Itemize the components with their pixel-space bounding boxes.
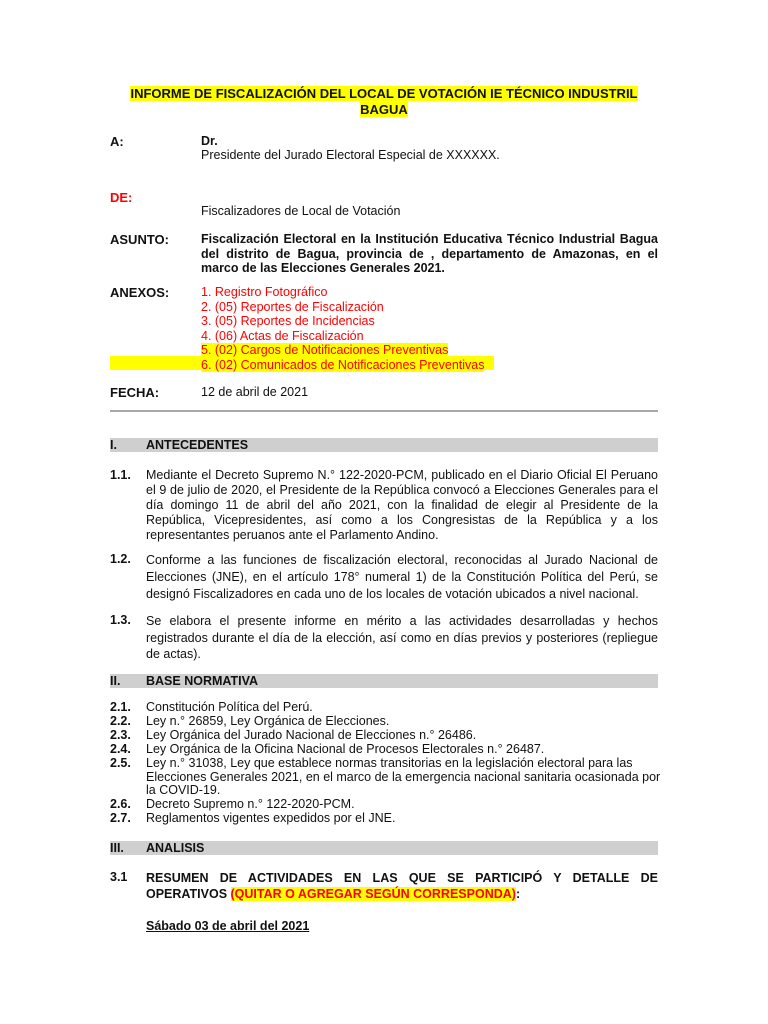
paragraph-text: Se elabora el presente informe en mérito a las actividades desarrolladas y hechos registrados durante el día de la elección, así como en días previos y posteriores (repliegue de actas). (146, 614, 658, 661)
section-title: ANALISIS (146, 841, 205, 855)
paragraph-number: 1.3. (110, 613, 131, 627)
list-item-text: Constitución Política del Perú. (146, 700, 313, 714)
list-item-number: 2.6. (110, 797, 131, 812)
list-item-number: 2.7. (110, 811, 131, 826)
section-title: ANTECEDENTES (146, 438, 249, 452)
annex-item: 3. (05) Reportes de Incidencias (201, 314, 375, 328)
list-item (110, 743, 668, 757)
list-item-number: 2.5. (110, 755, 131, 770)
list-item-text: Decreto Supremo n.° 122-2020-PCM. (146, 797, 355, 812)
to-label: A: (110, 134, 124, 149)
editor-note: (QUITAR O AGREGAR SEGÚN CORRESPONDA) (230, 887, 516, 901)
from-value: Fiscalizadores de Local de Votación (201, 204, 401, 218)
section-heading-base-normativa (110, 674, 658, 688)
subject-label: ASUNTO: (110, 232, 169, 247)
subject-value: Fiscalización Electoral en la Institución Educativa Técnico Industrial Bagua del distrito de Bagua, provincia de , departamento de Amazonas, en el marco de las Elecciones Generales 2021. (201, 232, 658, 275)
paragraph-number: 3.1 (110, 870, 128, 884)
activities-summary-text: RESUMEN DE ACTIVIDADES EN LAS QUE SE PARTICIPÓ Y DETALLE DE OPERATIVOS (146, 871, 658, 901)
list-item-number: 2.2. (110, 713, 131, 728)
paragraph-number: 1.1. (110, 468, 131, 482)
list-item (110, 757, 668, 799)
annex-item: 4. (06) Actas de Fiscalización (201, 328, 364, 343)
list-item-text: Ley n.° 31038, Ley que establece normas transitorias en la legislación electoral para las Elecciones Generales 2021, en el marco de la emergencia nacional sanitaria ocasionada por la COVID-19. (146, 755, 661, 798)
annexes-label: ANEXOS: (110, 285, 170, 300)
section-heading-analisis (110, 841, 658, 855)
date-value: 12 de abril de 2021 (201, 385, 309, 399)
section-number: I. (110, 438, 117, 452)
date-subheading: Sábado 03 de abril del 2021 (146, 919, 310, 933)
annex-item-text: 5. (02) Cargos de Notificaciones Preventivas (201, 343, 449, 357)
list-item (110, 812, 668, 826)
annex-item (201, 343, 484, 358)
date-label: FECHA: (110, 385, 160, 400)
list-item-number: 2.3. (110, 727, 131, 742)
list-item-number: 2.4. (110, 741, 131, 756)
list-item (110, 701, 668, 715)
list-item-text: Ley Orgánica del Jurado Nacional de Elecciones n.° 26486. (146, 727, 477, 742)
paragraph-text: Conforme a las funciones de fiscalización electoral, reconocidas al Jurado Nacional de Elecciones (JNE), en el artículo 178° numeral 1) de la Constitución Política del Perú, se designó Fiscalizadores en cada uno de los locales de votación ubicados a nivel nacional. (146, 553, 658, 601)
activities-summary-heading (146, 870, 658, 902)
title-line-2: BAGUA (360, 102, 408, 117)
annex-item-text: 6. (02) Comunicados de Notificaciones Preventivas (201, 357, 485, 372)
activities-summary-colon: : (515, 887, 521, 901)
list-item-number: 2.1. (110, 700, 131, 714)
normative-list (110, 701, 668, 826)
section-heading-antecedentes (110, 438, 658, 452)
header-divider (110, 410, 658, 412)
paragraph-number: 1.2. (110, 552, 131, 566)
section-number: III. (110, 841, 124, 855)
list-item-text: Ley n.° 26859, Ley Orgánica de Elecciones. (146, 713, 390, 728)
from-label: DE: (110, 190, 133, 205)
to-name: Dr. (201, 134, 218, 148)
list-item (110, 729, 668, 743)
list-item (110, 715, 668, 729)
to-role: Presidente del Jurado Electoral Especial de XXXXXX. (201, 148, 500, 162)
list-item-text: Reglamentos vigentes expedidos por el JNE. (146, 811, 396, 826)
paragraph-text: Mediante el Decreto Supremo N.° 122-2020-PCM, publicado en el Diario Oficial El Peruano el 9 de julio de 2020, el Presidente de la República convocó a Elecciones Generales para el día domingo 11 de abril del año 2021, con la finalidad de elegir al Presidente de la República, Vicepresidentes, así como a los Congresistas de la República y a los representantes peruanos ante el Parlamento Andino. (146, 468, 658, 542)
title-line-1: INFORME DE FISCALIZACIÓN DEL LOCAL DE VOTACIÓN IE TÉCNICO INDUSTRIL (130, 86, 638, 101)
annex-item: 2. (05) Reportes de Fiscalización (201, 299, 384, 314)
section-title: BASE NORMATIVA (146, 674, 259, 688)
annexes-list (201, 285, 484, 372)
annex-item (201, 358, 484, 373)
document-title (110, 86, 658, 118)
list-item-text: Ley Orgánica de la Oficina Nacional de Procesos Electorales n.° 26487. (146, 741, 545, 756)
list-item (110, 798, 668, 812)
annex-item: 1. Registro Fotográfico (201, 285, 328, 299)
section-number: II. (110, 674, 121, 688)
